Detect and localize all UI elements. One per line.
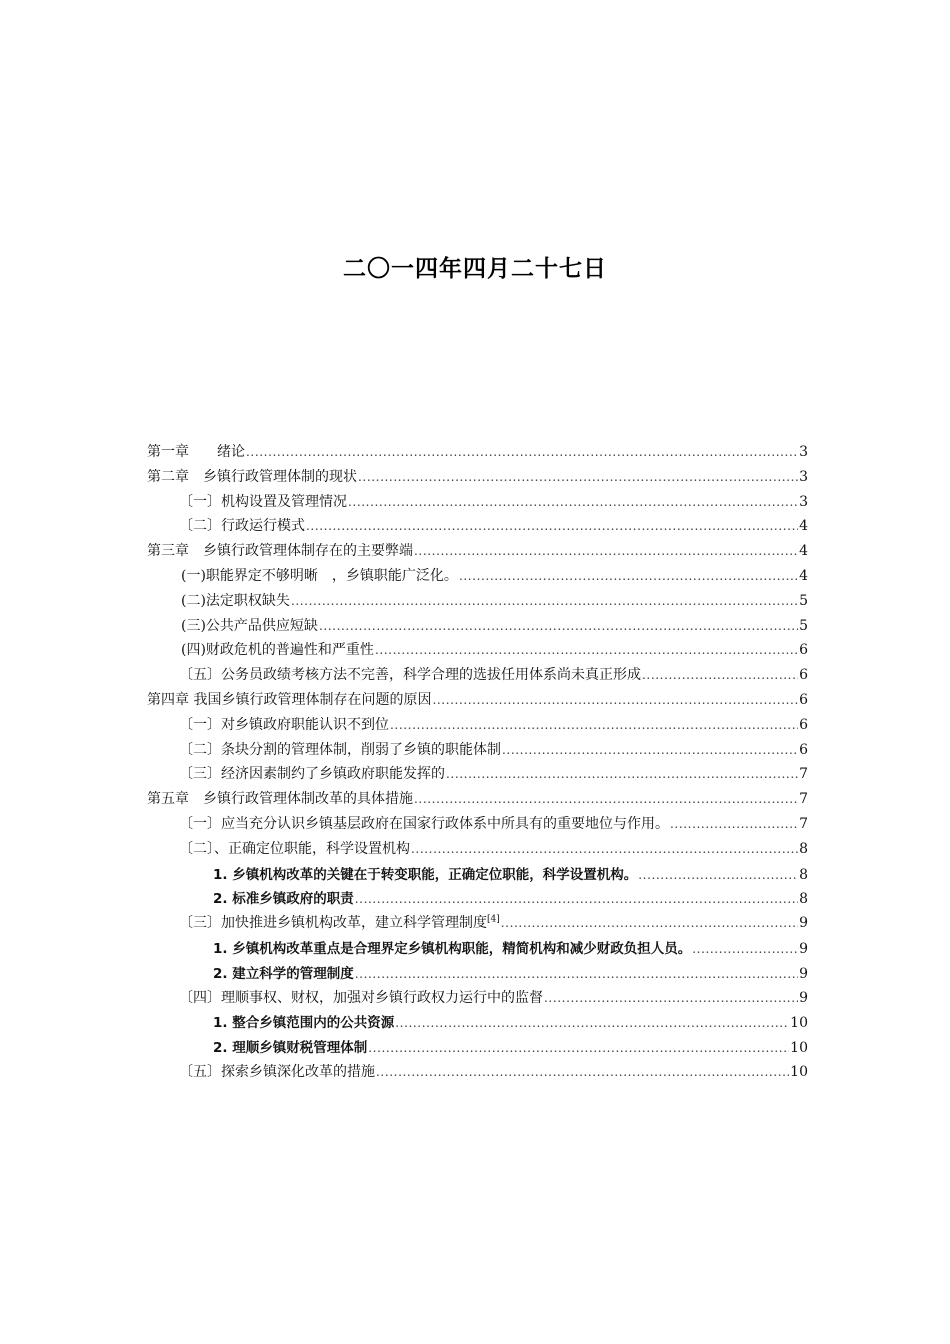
toc-entry-title: 2. 理顺乡镇财税管理体制 [213, 1040, 368, 1057]
table-of-contents [147, 441, 808, 1086]
toc-page-number: 7 [799, 791, 808, 808]
toc-entry-title: 1. 整合乡镇范围内的公共资源 [213, 1015, 395, 1032]
toc-entry[interactable] [147, 714, 808, 739]
toc-entry[interactable] [147, 788, 808, 813]
toc-leader-dots [544, 991, 798, 1005]
toc-leader-dots [432, 693, 798, 707]
toc-page-number: 6 [799, 642, 808, 659]
toc-entry-title: 〔四〕理顺事权、财权，加强对乡镇行政权力运行中的监督 [179, 989, 543, 1006]
toc-page-number: 6 [799, 691, 808, 708]
toc-entry[interactable] [147, 962, 808, 987]
toc-page-number: 10 [790, 1063, 808, 1080]
toc-entry-title: 〔二〕、正确定位职能，科学设置机构 [179, 840, 410, 857]
toc-entry[interactable] [147, 540, 808, 565]
toc-leader-dots [414, 544, 798, 558]
toc-leader-dots [411, 842, 798, 856]
toc-page-number: 4 [799, 567, 808, 584]
toc-page-number: 4 [799, 518, 808, 535]
document-date: 二〇一四年四月二十七日 [343, 256, 607, 282]
toc-entry-title: 第一章 绪论 [147, 444, 245, 460]
toc-page-number: 6 [799, 667, 808, 684]
toc-entry-title: 〔一〕对乡镇政府职能认识不到位 [179, 716, 389, 733]
toc-leader-dots [319, 619, 798, 633]
toc-page-number: 8 [799, 866, 808, 883]
toc-leader-dots [692, 942, 798, 956]
toc-page-number: 8 [799, 840, 808, 857]
toc-entry[interactable] [147, 863, 808, 888]
toc-page-number: 7 [799, 766, 808, 783]
toc-entry[interactable] [147, 739, 808, 764]
toc-entry-title: 〔二〕条块分割的管理体制，削弱了乡镇的职能体制 [179, 741, 501, 758]
toc-entry-title: 1. 乡镇机构改革重点是合理界定乡镇机构职能，精简机构和减少财政负担人员。 [213, 940, 692, 957]
toc-entry[interactable] [147, 441, 808, 466]
toc-entry-title: 第五章 乡镇行政管理体制改革的具体措施 [147, 791, 413, 808]
toc-entry-title: 〔三〕加快推进乡镇机构改革，建立科学管理制度[4] [179, 914, 500, 932]
toc-entry-title: 〔三〕经济因素制约了乡镇政府职能发挥的 [179, 766, 445, 783]
toc-entry-title: (二)法定职权缺失 [181, 592, 290, 609]
toc-entry[interactable] [147, 838, 808, 863]
toc-page-number: 10 [790, 1040, 808, 1057]
toc-entry[interactable] [147, 615, 808, 640]
toc-entry[interactable] [147, 515, 808, 540]
toc-entry-title: 2. 建立科学的管理制度 [213, 965, 354, 982]
toc-page-number: 5 [799, 592, 808, 609]
toc-page-number: 9 [799, 965, 808, 982]
toc-leader-dots [348, 495, 798, 509]
toc-leader-dots [246, 445, 798, 459]
toc-entry[interactable] [147, 639, 808, 664]
toc-leader-dots [375, 643, 798, 657]
toc-entry[interactable] [147, 590, 808, 615]
toc-entry-title: (一)职能界定不够明晰 ，乡镇职能广泛化。 [181, 567, 458, 584]
toc-entry[interactable] [147, 763, 808, 788]
toc-leader-dots [670, 817, 798, 831]
toc-entry-title: 〔二〕行政运行模式 [179, 518, 305, 535]
toc-leader-dots [502, 743, 798, 757]
toc-entry-title: (三)公共产品供应短缺 [181, 617, 318, 634]
toc-page-number: 9 [799, 915, 808, 932]
toc-page-number: 3 [799, 493, 808, 510]
toc-entry-title: 〔一〕机构设置及管理情况 [179, 493, 347, 510]
toc-leader-dots [291, 594, 798, 608]
citation-marker: [4] [487, 914, 500, 925]
toc-leader-dots [642, 668, 798, 682]
toc-leader-dots [368, 1041, 789, 1055]
toc-entry-title: (四)财政危机的普遍性和严重性 [181, 642, 374, 659]
toc-entry[interactable] [147, 937, 808, 962]
toc-leader-dots [638, 868, 798, 882]
toc-entry[interactable] [147, 887, 808, 912]
toc-entry-title: 〔五〕探索乡镇深化改革的措施 [179, 1063, 375, 1080]
toc-page-number: 3 [799, 468, 808, 485]
toc-entry-title: 〔一〕应当充分认识乡镇基层政府在国家行政体系中所具有的重要地位与作用。 [179, 815, 669, 832]
toc-entry[interactable] [147, 1036, 808, 1061]
toc-leader-dots [306, 519, 798, 533]
toc-page-number: 10 [790, 1015, 808, 1032]
toc-leader-dots [390, 718, 798, 732]
toc-entry[interactable] [147, 664, 808, 689]
toc-leader-dots [355, 967, 798, 981]
toc-entry[interactable] [147, 466, 808, 491]
toc-leader-dots [414, 792, 798, 806]
toc-leader-dots [395, 1016, 789, 1030]
toc-entry[interactable] [147, 1061, 808, 1086]
toc-leader-dots [459, 569, 798, 583]
toc-page-number: 4 [799, 543, 808, 560]
toc-entry-title: 1. 乡镇机构改革的关键在于转变职能，正确定位职能，科学设置机构。 [213, 866, 638, 883]
toc-entry-title: 2. 标准乡镇政府的职责 [213, 891, 354, 908]
toc-entry-title: 第三章 乡镇行政管理体制存在的主要弊端 [147, 543, 413, 560]
toc-page-number: 3 [799, 444, 808, 460]
toc-entry[interactable] [147, 912, 808, 937]
toc-page-number: 9 [799, 940, 808, 957]
toc-page-number: 8 [799, 891, 808, 908]
toc-page-number: 6 [799, 716, 808, 733]
toc-entry-title: 第二章 乡镇行政管理体制的现状 [147, 468, 357, 485]
toc-entry[interactable] [147, 813, 808, 838]
toc-entry-title: 〔五〕公务员政绩考核方法不完善，科学合理的选拔任用体系尚未真正形成 [179, 667, 641, 684]
toc-entry[interactable] [147, 987, 808, 1012]
toc-page-number: 5 [799, 617, 808, 634]
toc-leader-dots [501, 916, 798, 930]
toc-entry[interactable] [147, 1011, 808, 1036]
toc-entry-title: 第四章 我国乡镇行政管理体制存在问题的原因 [147, 691, 432, 708]
toc-page-number: 6 [799, 741, 808, 758]
toc-leader-dots [355, 892, 798, 906]
toc-leader-dots [446, 767, 798, 781]
toc-leader-dots [376, 1065, 789, 1079]
toc-entry[interactable] [147, 491, 808, 516]
toc-entry[interactable] [147, 689, 808, 714]
toc-page-number: 9 [799, 989, 808, 1006]
toc-entry[interactable] [147, 565, 808, 590]
toc-page-number: 7 [799, 815, 808, 832]
toc-leader-dots [358, 470, 798, 484]
